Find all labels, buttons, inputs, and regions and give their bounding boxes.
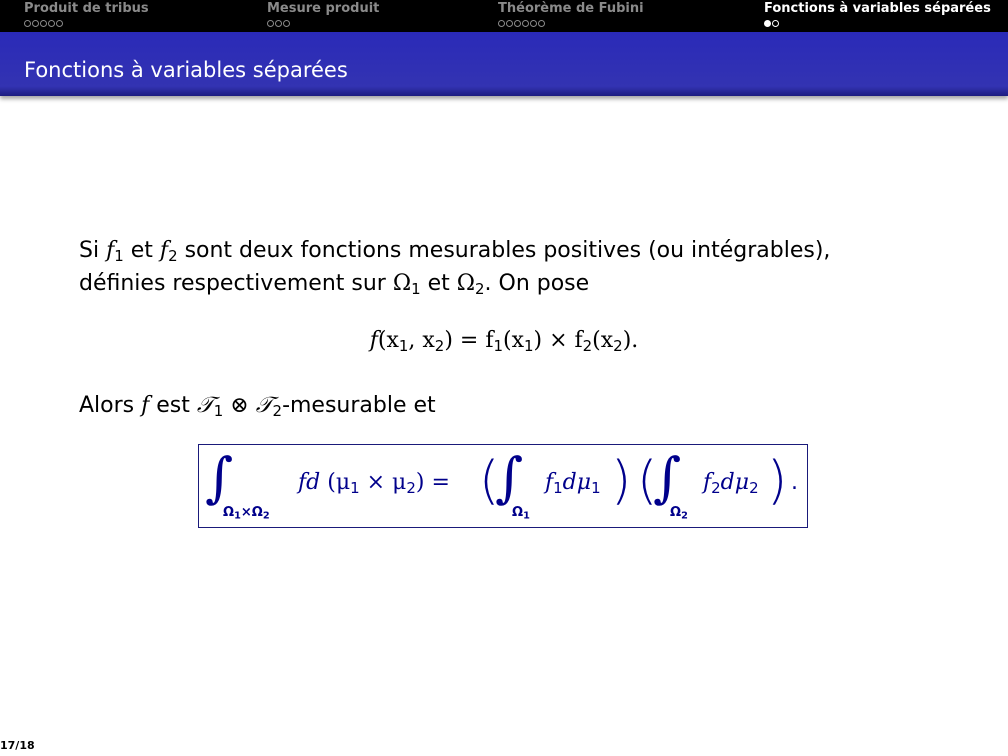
text: -mesurable et xyxy=(282,393,436,418)
subscript: 1 xyxy=(350,479,360,498)
omega: Ω xyxy=(251,505,263,520)
integral-domain-omega1 xyxy=(512,505,530,520)
nav-section-theoreme-de-fubini[interactable] xyxy=(498,1,644,29)
nav-dot[interactable] xyxy=(56,20,63,27)
math-otimes: ⊗ xyxy=(223,393,256,418)
omega: Ω xyxy=(670,505,682,520)
nav-dots xyxy=(267,17,379,29)
math-mu: (μ xyxy=(327,470,351,495)
subscript: 1 xyxy=(411,280,421,299)
subscript: 2 xyxy=(406,479,416,498)
paragraph-alors xyxy=(79,389,436,422)
nav-dots xyxy=(24,17,149,29)
final-period: . xyxy=(791,470,798,495)
nav-dot[interactable] xyxy=(32,20,39,27)
nav-section-produit-de-tribus[interactable] xyxy=(24,1,149,29)
cross: × xyxy=(240,505,252,520)
subscript: 1 xyxy=(213,402,224,421)
nav-dot[interactable] xyxy=(275,20,282,27)
paragraph-line-1 xyxy=(79,234,830,267)
math-equals: ) = xyxy=(415,470,450,495)
nav-dot[interactable] xyxy=(522,20,529,27)
math-omega: Ω xyxy=(392,271,412,296)
subscript: 1 xyxy=(398,337,409,356)
subscript: 1 xyxy=(553,479,563,498)
integrand-lhs xyxy=(298,470,450,498)
subscript: 2 xyxy=(613,337,623,356)
subscript: 2 xyxy=(168,247,178,266)
omega: Ω xyxy=(223,505,235,520)
boxed-fubini-formula xyxy=(198,444,808,528)
left-paren: ( xyxy=(637,451,658,511)
subscript: 1 xyxy=(493,337,503,356)
nav-dot[interactable] xyxy=(24,20,31,27)
subscript: 1 xyxy=(523,337,534,356)
subscript: 2 xyxy=(711,479,721,498)
text: et xyxy=(420,271,457,296)
nav-dot[interactable] xyxy=(283,20,290,27)
subscript: 1 xyxy=(234,510,241,522)
page-number: 17/18 xyxy=(0,739,35,752)
paragraph-line-2 xyxy=(79,267,589,300)
nav-section-mesure-produit[interactable] xyxy=(267,1,379,29)
nav-dot[interactable] xyxy=(530,20,537,27)
math-text: (x xyxy=(377,328,399,353)
integrand-f2 xyxy=(703,470,759,498)
nav-dot[interactable] xyxy=(506,20,513,27)
integral-sign: ∫ xyxy=(205,446,234,509)
subscript: 1 xyxy=(591,479,601,498)
nav-section-title[interactable]: Produit de tribus xyxy=(24,1,149,16)
subscript: 2 xyxy=(582,337,593,356)
navigation-bar xyxy=(0,0,1008,32)
subscript: 2 xyxy=(434,337,445,356)
nav-section-title[interactable]: Mesure produit xyxy=(267,1,380,16)
nav-dot[interactable] xyxy=(514,20,521,27)
text: . On pose xyxy=(484,271,590,296)
text: sont deux fonctions mesurables positives (ou intégrables), xyxy=(177,238,831,263)
integral-domain-product xyxy=(223,505,270,520)
text: définies respectivement sur xyxy=(79,271,393,296)
nav-dot[interactable] xyxy=(772,20,779,27)
right-paren: ) xyxy=(611,451,632,511)
math-mu: × μ xyxy=(359,470,407,495)
integral-sign: ∫ xyxy=(495,446,524,509)
subscript: 2 xyxy=(272,402,283,421)
math-f: f xyxy=(545,470,554,495)
subscript: 1 xyxy=(523,510,530,522)
math-fd: fd xyxy=(298,470,321,495)
left-paren: ( xyxy=(479,451,500,511)
nav-dot[interactable] xyxy=(40,20,47,27)
nav-section-title[interactable]: Théorème de Fubini xyxy=(498,1,644,16)
math-text: (x xyxy=(592,328,614,353)
subscript: 2 xyxy=(475,280,485,299)
omega: Ω xyxy=(512,505,524,520)
math-dmu: dμ xyxy=(562,470,592,495)
math-f: f xyxy=(141,393,150,418)
nav-dot-current[interactable] xyxy=(764,20,771,27)
math-tribe-T: 𝒯 xyxy=(255,393,273,418)
frame-title-bar xyxy=(0,32,1008,96)
math-text: ) × f xyxy=(533,328,583,353)
nav-section-fonctions-variables-separees[interactable] xyxy=(764,1,991,29)
math-tribe-T: 𝒯 xyxy=(196,393,214,418)
integral-domain-omega2 xyxy=(670,505,688,520)
text: et xyxy=(123,238,160,263)
math-omega: Ω xyxy=(456,271,475,296)
frame-title: Fonctions à variables séparées xyxy=(24,58,348,82)
subscript: 1 xyxy=(114,247,124,266)
nav-dots xyxy=(764,17,991,29)
text: Alors xyxy=(79,393,142,418)
nav-dot[interactable] xyxy=(48,20,55,27)
nav-section-title[interactable]: Fonctions à variables séparées xyxy=(764,1,991,16)
math-text: ). xyxy=(622,328,639,353)
integrand-f1 xyxy=(545,470,601,498)
math-dmu: dμ xyxy=(720,470,750,495)
nav-dot[interactable] xyxy=(267,20,274,27)
nav-dot[interactable] xyxy=(538,20,545,27)
math-text: , x xyxy=(408,328,435,353)
math-text: ) = f xyxy=(444,328,494,353)
text: est xyxy=(149,393,197,418)
right-paren: ) xyxy=(767,451,788,511)
nav-dot[interactable] xyxy=(498,20,505,27)
subscript: 2 xyxy=(262,510,270,522)
display-equation xyxy=(0,328,1008,356)
subscript: 2 xyxy=(681,510,688,522)
math-f: f xyxy=(369,328,378,353)
subscript: 2 xyxy=(749,479,759,498)
nav-dots xyxy=(498,17,644,29)
math-f: f xyxy=(703,470,712,495)
formula xyxy=(199,445,807,527)
math-f: f xyxy=(159,238,169,263)
math-text: (x xyxy=(502,328,524,353)
math-f: f xyxy=(106,238,115,263)
text: Si xyxy=(79,238,107,263)
integral-sign: ∫ xyxy=(653,446,682,509)
